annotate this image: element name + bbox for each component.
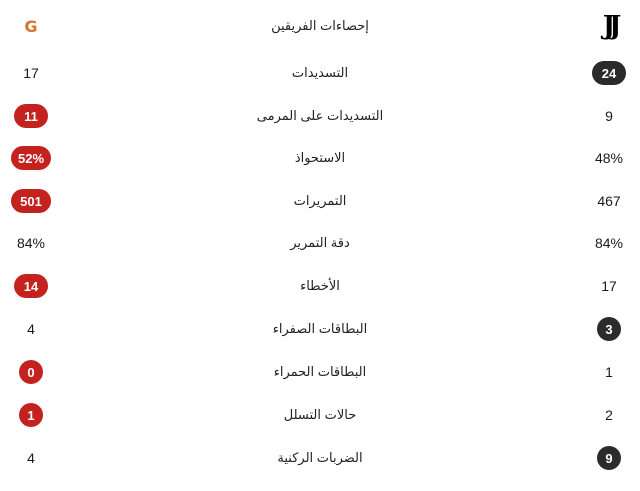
stat-row-shots-on-target [0,96,640,136]
possession-galatasaray: 52% [11,146,51,170]
shots-juventus: 24 [592,61,626,85]
stat-label-offsides: حالات التسلل [283,407,357,422]
passes-galatasaray: 501 [11,189,51,213]
stat-row-fouls [0,266,640,306]
stat-label-corners: الضربات الركنية [277,450,363,465]
galatasaray-logo-icon: G [24,16,38,36]
stat-label-possession: الاستحواذ [294,150,346,165]
fouls-galatasaray: 14 [14,274,48,298]
stat-row-red-cards [0,352,640,392]
stat-label-passes: التمريرات [293,193,347,208]
passes-juventus: 467 [597,193,621,209]
possession-juventus: 48% [594,150,624,166]
stat-label-red-cards: البطاقات الحمراء [273,364,367,379]
offsides-galatasaray: 1 [19,403,43,427]
yellow-cards-galatasaray: 4 [27,321,35,337]
stat-label-pass-accuracy: دقة التمرير [290,235,350,250]
stat-row-pass-accuracy [0,223,640,263]
stat-label-shots-on-target: التسديدات على المرمى [256,108,384,123]
header-row [0,6,640,46]
corners-galatasaray: 4 [27,450,35,466]
juventus-logo [574,6,640,46]
red-cards-juventus: 1 [605,364,613,380]
stat-row-possession [0,138,640,178]
stats-title: إحصاءات الفريقين [271,18,369,33]
corners-juventus: 9 [597,446,621,470]
stat-label-shots: التسديدات [291,65,349,80]
stat-label-yellow-cards: البطاقات الصفراء [272,321,368,336]
stat-row-corners [0,438,640,478]
offsides-juventus: 2 [605,407,613,423]
shots-galatasaray: 17 [23,65,39,81]
red-cards-galatasaray: 0 [19,360,43,384]
stat-row-yellow-cards [0,309,640,349]
juventus-logo-icon: JJ [602,11,616,41]
shots-on-target-juventus: 9 [605,108,613,124]
stat-row-offsides [0,395,640,435]
pass-accuracy-juventus: 84% [594,235,624,251]
yellow-cards-juventus: 3 [597,317,621,341]
stat-label-fouls: الأخطاء [300,278,340,293]
shots-on-target-galatasaray: 11 [14,104,48,128]
galatasaray-logo [0,6,66,46]
stat-row-shots [0,53,640,93]
fouls-juventus: 17 [601,278,617,294]
stat-row-passes [0,181,640,221]
pass-accuracy-galatasaray: 84% [16,235,46,251]
